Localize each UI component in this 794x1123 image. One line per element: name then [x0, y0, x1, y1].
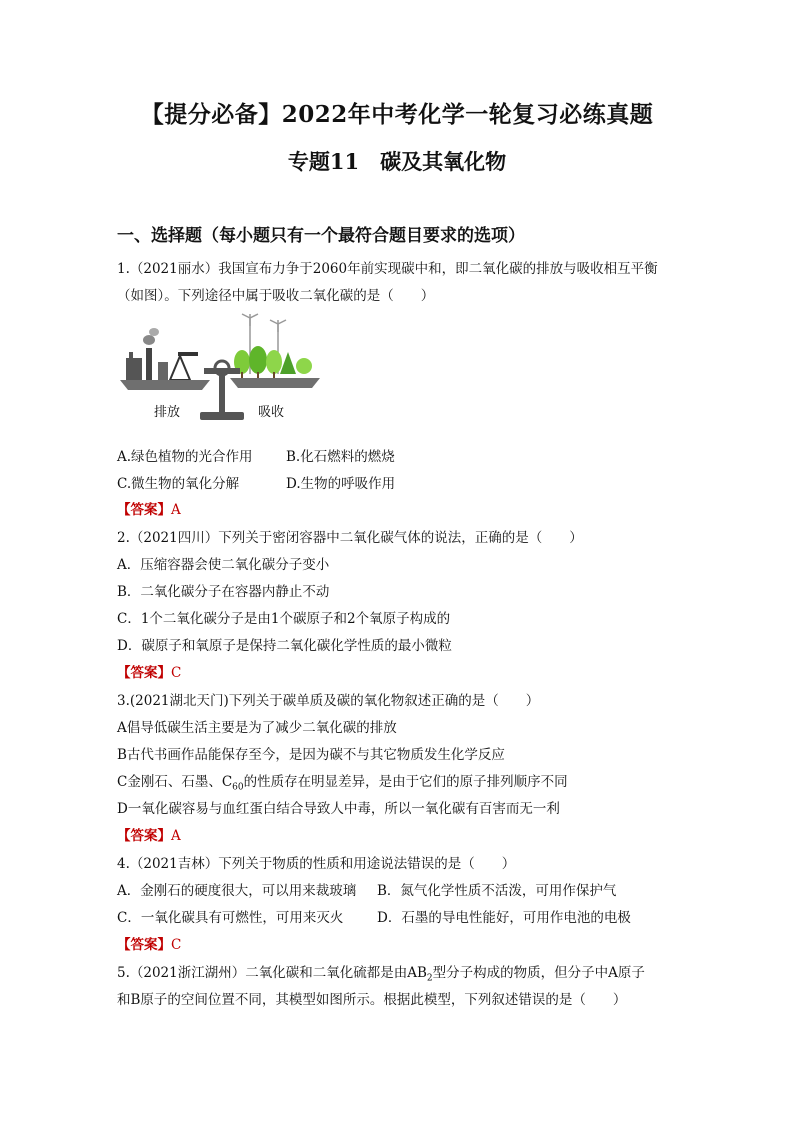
page-subtitle: 专题11 碳及其氧化物 [287, 149, 507, 174]
q4-option-b: B．氮气化学性质不活泼，可用作保护气 [377, 883, 617, 899]
q2-option-d: D．碳原子和氧原子是保持二氧化碳化学性质的最小微粒 [117, 638, 452, 654]
q3-option-c-head: C金刚石、石墨、C [117, 774, 233, 790]
q3-option-d: D一氧化碳容易与血红蛋白结合导致人中毒，所以一氧化碳有百害而无一利 [117, 801, 560, 817]
q1-option-a: A.绿色植物的光合作用 [117, 449, 253, 465]
page-title: 【提分必备】2022年中考化学一轮复习必练真题 [140, 101, 654, 128]
q3-option-b: B古代书画作品能保存至今，是因为碳不与其它物质发生化学反应 [117, 747, 505, 763]
q4-answer [117, 936, 181, 954]
q4-option-a: A．金刚石的硬度很大，可以用来裁玻璃 [117, 883, 357, 899]
q3-option-c-sub: 60 [232, 782, 244, 793]
q5-stem-sub: 2 [426, 973, 433, 984]
q3-option-c-tail: 的性质存在明显差异，是由于它们的原子排列顺序不同 [243, 774, 568, 790]
factory-icon [126, 328, 198, 380]
answer-value: C [171, 937, 182, 953]
q4-option-c: C．一氧化碳具有可燃性，可用来灭火 [117, 910, 344, 926]
q3-option-a: A倡导低碳生活主要是为了减少二氧化碳的排放 [117, 720, 397, 736]
q4-stem: 4.（2021吉林）下列关于物质的性质和用途说法错误的是（ ） [117, 856, 516, 872]
q1-option-c: C.微生物的氧化分解 [117, 476, 240, 492]
q1-answer [117, 501, 181, 519]
q5-stem-line2: 和B原子的空间位置不同，其模型如图所示。根据此模型，下列叙述错误的是（ ） [117, 992, 627, 1008]
q1-option-b: B.化石燃料的燃烧 [286, 449, 395, 465]
q5-stem-tail: 型分子构成的物质，但分子中A原子 [432, 965, 645, 981]
emission-label: 排放 [154, 405, 181, 420]
absorption-label: 吸收 [258, 405, 285, 420]
q2-stem: 2.（2021四川）下列关于密闭容器中二氧化碳气体的说法，正确的是（ ） [117, 530, 583, 546]
answer-value: A [171, 828, 181, 844]
answer-label: 【答案】 [117, 828, 171, 844]
q5-stem-head: 5.（2021浙江湖州）二氧化碳和二氧化硫都是由AB [117, 965, 427, 981]
trees-icon [234, 314, 312, 378]
q5-stem-line1 [117, 964, 645, 988]
answer-label: 【答案】 [117, 502, 171, 518]
q4-option-d: D．石墨的导电性能好，可用作电池的电极 [377, 910, 631, 926]
q2-option-b: B．二氧化碳分子在容器内静止不动 [117, 584, 330, 600]
answer-label: 【答案】 [117, 937, 171, 953]
answer-value: A [171, 502, 181, 518]
q2-option-a: A．压缩容器会使二氧化碳分子变小 [117, 557, 330, 573]
q1-option-d: D.生物的呼吸作用 [286, 476, 396, 492]
q3-option-c [117, 773, 568, 797]
q2-option-c: C．1个二氧化碳分子是由1个碳原子和2个氧原子构成的 [117, 611, 451, 627]
q2-answer [117, 664, 181, 682]
balance-scale-figure [118, 312, 328, 424]
q3-answer [117, 827, 181, 845]
answer-label: 【答案】 [117, 665, 171, 681]
section-heading: 一、选择题（每小题只有一个最符合题目要求的选项） [117, 226, 525, 246]
q1-stem-line1: 1.（2021丽水）我国宣布力争于2060年前实现碳中和，即二氧化碳的排放与吸收相互平衡 [117, 261, 658, 277]
q1-stem-line2: （如图）。下列途径中属于吸收二氧化碳的是（ ） [117, 288, 435, 304]
q3-stem: 3.(2021湖北天门)下列关于碳单质及碳的氧化物叙述正确的是（ ） [117, 693, 540, 709]
answer-value: C [171, 665, 182, 681]
